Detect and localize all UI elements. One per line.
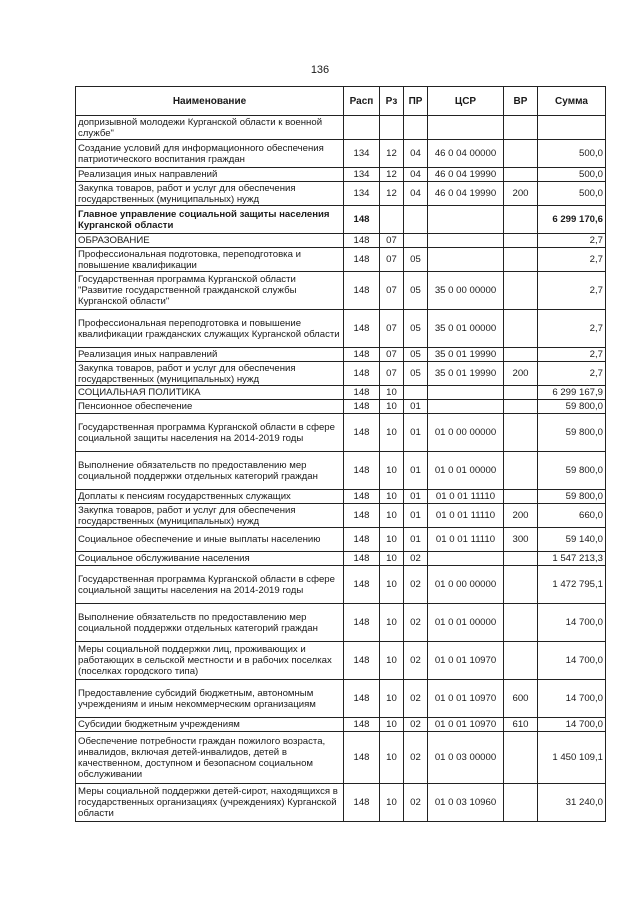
cell-pr: 05 — [404, 310, 428, 348]
cell-name: Профессиональная переподготовка и повышение квалификации гражданских служащих Курганской области — [76, 310, 344, 348]
cell-vr: 200 — [504, 182, 538, 206]
cell-rz: 07 — [380, 310, 404, 348]
table-row — [76, 234, 606, 248]
cell-rz: 10 — [380, 504, 404, 528]
cell-rasp: 148 — [344, 718, 380, 732]
cell-rasp: 148 — [344, 206, 380, 234]
cell-pr — [404, 206, 428, 234]
cell-sum: 1 547 213,3 — [538, 552, 606, 566]
cell-csr — [428, 386, 504, 400]
table-row — [76, 680, 606, 718]
cell-rz — [380, 116, 404, 140]
cell-sum: 31 240,0 — [538, 784, 606, 822]
cell-sum: 14 700,0 — [538, 718, 606, 732]
cell-name: Создание условий для информационного обеспечения патриотического воспитания граждан — [76, 140, 344, 168]
cell-sum: 2,7 — [538, 362, 606, 386]
header-pr: ПР — [404, 87, 428, 116]
cell-rz: 12 — [380, 182, 404, 206]
cell-rz: 10 — [380, 552, 404, 566]
cell-name: Закупка товаров, работ и услуг для обеспечения государственных (муниципальных) нужд — [76, 362, 344, 386]
cell-sum: 500,0 — [538, 140, 606, 168]
cell-csr: 01 0 01 11110 — [428, 490, 504, 504]
cell-name: Государственная программа Курганской области в сфере социальной защиты населения на 2014-2019 годы — [76, 414, 344, 452]
cell-pr: 01 — [404, 452, 428, 490]
cell-sum: 59 800,0 — [538, 414, 606, 452]
cell-rz: 10 — [380, 732, 404, 784]
cell-rasp: 148 — [344, 248, 380, 272]
table-row — [76, 206, 606, 234]
cell-sum: 14 700,0 — [538, 642, 606, 680]
cell-pr: 05 — [404, 272, 428, 310]
cell-sum: 14 700,0 — [538, 604, 606, 642]
cell-name: Государственная программа Курганской области в сфере социальной защиты населения на 2014-2019 годы — [76, 566, 344, 604]
cell-csr — [428, 234, 504, 248]
cell-sum: 1 472 795,1 — [538, 566, 606, 604]
cell-sum: 59 800,0 — [538, 490, 606, 504]
header-rz: Рз — [380, 87, 404, 116]
cell-pr: 05 — [404, 248, 428, 272]
cell-name: Выполнение обязательств по предоставлению мер социальной поддержки отдельных категорий граждан — [76, 452, 344, 490]
table-row — [76, 490, 606, 504]
table-row — [76, 310, 606, 348]
cell-csr: 46 0 04 19990 — [428, 168, 504, 182]
cell-pr: 01 — [404, 528, 428, 552]
cell-name: Профессиональная подготовка, переподготовка и повышение квалификации — [76, 248, 344, 272]
cell-vr — [504, 490, 538, 504]
cell-rz: 10 — [380, 414, 404, 452]
cell-pr: 05 — [404, 362, 428, 386]
cell-name: Социальное обслуживание населения — [76, 552, 344, 566]
cell-vr — [504, 732, 538, 784]
table-row — [76, 732, 606, 784]
table-row — [76, 168, 606, 182]
cell-pr: 02 — [404, 718, 428, 732]
cell-vr — [504, 784, 538, 822]
table-header-row — [76, 87, 606, 116]
cell-sum: 2,7 — [538, 248, 606, 272]
cell-rasp: 148 — [344, 348, 380, 362]
table-row — [76, 784, 606, 822]
cell-csr: 01 0 01 10970 — [428, 642, 504, 680]
cell-vr — [504, 248, 538, 272]
cell-name: Закупка товаров, работ и услуг для обеспечения государственных (муниципальных) нужд — [76, 504, 344, 528]
cell-vr — [504, 234, 538, 248]
cell-csr — [428, 552, 504, 566]
cell-name: Меры социальной поддержки лиц, проживающих и работающих в сельской местности и в рабочих поселках (поселках городского типа) — [76, 642, 344, 680]
cell-name: допризывной молодежи Курганской области к военной службе" — [76, 116, 344, 140]
cell-csr: 01 0 01 00000 — [428, 452, 504, 490]
cell-rasp: 148 — [344, 234, 380, 248]
cell-pr: 04 — [404, 140, 428, 168]
cell-rasp: 148 — [344, 784, 380, 822]
header-csr: ЦСР — [428, 87, 504, 116]
table-row — [76, 414, 606, 452]
cell-name: Доплаты к пенсиям государственных служащих — [76, 490, 344, 504]
cell-pr — [404, 116, 428, 140]
cell-csr: 35 0 00 00000 — [428, 272, 504, 310]
cell-vr — [504, 272, 538, 310]
table-row — [76, 362, 606, 386]
table-row — [76, 604, 606, 642]
cell-pr: 01 — [404, 400, 428, 414]
cell-rz: 07 — [380, 234, 404, 248]
cell-rasp: 148 — [344, 642, 380, 680]
cell-sum: 2,7 — [538, 348, 606, 362]
cell-rasp — [344, 116, 380, 140]
cell-vr — [504, 552, 538, 566]
cell-csr: 46 0 04 00000 — [428, 140, 504, 168]
cell-pr: 02 — [404, 552, 428, 566]
cell-sum: 14 700,0 — [538, 680, 606, 718]
cell-csr: 01 0 01 11110 — [428, 504, 504, 528]
cell-rz: 10 — [380, 452, 404, 490]
cell-rz: 12 — [380, 168, 404, 182]
cell-rz: 10 — [380, 490, 404, 504]
cell-csr: 01 0 00 00000 — [428, 414, 504, 452]
cell-rasp: 148 — [344, 400, 380, 414]
cell-rz: 10 — [380, 680, 404, 718]
cell-vr — [504, 348, 538, 362]
cell-csr: 01 0 01 10970 — [428, 680, 504, 718]
cell-rz: 10 — [380, 642, 404, 680]
table-row — [76, 566, 606, 604]
cell-rasp: 134 — [344, 140, 380, 168]
cell-vr — [504, 642, 538, 680]
cell-rz: 10 — [380, 528, 404, 552]
cell-sum: 660,0 — [538, 504, 606, 528]
cell-rz: 10 — [380, 718, 404, 732]
cell-sum: 2,7 — [538, 272, 606, 310]
cell-rasp: 148 — [344, 362, 380, 386]
cell-rz: 10 — [380, 386, 404, 400]
table-row — [76, 182, 606, 206]
cell-name: Социальное обеспечение и иные выплаты населению — [76, 528, 344, 552]
table-row — [76, 718, 606, 732]
cell-name: Главное управление социальной защиты населения Курганской области — [76, 206, 344, 234]
cell-csr — [428, 400, 504, 414]
cell-vr — [504, 206, 538, 234]
table-row — [76, 528, 606, 552]
cell-rasp: 148 — [344, 452, 380, 490]
cell-csr: 35 0 01 19990 — [428, 362, 504, 386]
cell-vr — [504, 400, 538, 414]
cell-vr — [504, 168, 538, 182]
cell-vr: 200 — [504, 362, 538, 386]
cell-sum: 2,7 — [538, 234, 606, 248]
cell-rasp: 148 — [344, 528, 380, 552]
table-row — [76, 140, 606, 168]
cell-pr: 04 — [404, 168, 428, 182]
cell-sum: 59 800,0 — [538, 452, 606, 490]
cell-rz: 07 — [380, 348, 404, 362]
cell-name: Реализация иных направлений — [76, 168, 344, 182]
table-row — [76, 400, 606, 414]
cell-pr: 01 — [404, 504, 428, 528]
table-row — [76, 552, 606, 566]
table-row — [76, 116, 606, 140]
cell-name: Пенсионное обеспечение — [76, 400, 344, 414]
cell-csr — [428, 116, 504, 140]
cell-name: Предоставление субсидий бюджетным, автономным учреждениям и иным некоммерческим организациям — [76, 680, 344, 718]
cell-rz: 12 — [380, 140, 404, 168]
cell-sum: 59 800,0 — [538, 400, 606, 414]
cell-pr: 02 — [404, 642, 428, 680]
cell-pr — [404, 386, 428, 400]
cell-pr: 04 — [404, 182, 428, 206]
cell-name: Субсидии бюджетным учреждениям — [76, 718, 344, 732]
cell-vr: 200 — [504, 504, 538, 528]
cell-rasp: 134 — [344, 182, 380, 206]
table-row — [76, 504, 606, 528]
cell-csr: 35 0 01 19990 — [428, 348, 504, 362]
header-vr: ВР — [504, 87, 538, 116]
cell-rasp: 148 — [344, 310, 380, 348]
cell-vr — [504, 116, 538, 140]
cell-rasp: 148 — [344, 680, 380, 718]
cell-pr — [404, 234, 428, 248]
page-number: 136 — [310, 64, 330, 76]
cell-pr: 05 — [404, 348, 428, 362]
table-row — [76, 386, 606, 400]
cell-rasp: 148 — [344, 504, 380, 528]
cell-sum: 1 450 109,1 — [538, 732, 606, 784]
table-row — [76, 248, 606, 272]
cell-rasp: 148 — [344, 566, 380, 604]
cell-vr: 610 — [504, 718, 538, 732]
cell-rz: 10 — [380, 604, 404, 642]
cell-csr: 01 0 03 10960 — [428, 784, 504, 822]
table-row — [76, 642, 606, 680]
header-name: Наименование — [76, 87, 344, 116]
cell-rz: 07 — [380, 272, 404, 310]
cell-pr: 01 — [404, 490, 428, 504]
cell-csr: 35 0 01 00000 — [428, 310, 504, 348]
cell-vr — [504, 140, 538, 168]
cell-csr: 01 0 01 11110 — [428, 528, 504, 552]
cell-sum: 6 299 167,9 — [538, 386, 606, 400]
cell-rasp: 148 — [344, 732, 380, 784]
cell-pr: 01 — [404, 414, 428, 452]
cell-vr: 300 — [504, 528, 538, 552]
cell-rasp: 148 — [344, 272, 380, 310]
cell-vr: 600 — [504, 680, 538, 718]
cell-sum: 6 299 170,6 — [538, 206, 606, 234]
header-sum: Сумма — [538, 87, 606, 116]
cell-sum — [538, 116, 606, 140]
cell-rz: 07 — [380, 248, 404, 272]
cell-rz — [380, 206, 404, 234]
cell-vr — [504, 310, 538, 348]
cell-name: ОБРАЗОВАНИЕ — [76, 234, 344, 248]
cell-name: Выполнение обязательств по предоставлению мер социальной поддержки отдельных категорий граждан — [76, 604, 344, 642]
cell-rz: 10 — [380, 400, 404, 414]
cell-csr: 01 0 00 00000 — [428, 566, 504, 604]
cell-name: Обеспечение потребности граждан пожилого возраста, инвалидов, включая детей-инвалидов, детей в качественном, доступном и безопасном социальном обслуживании — [76, 732, 344, 784]
cell-rasp: 134 — [344, 168, 380, 182]
table-row — [76, 452, 606, 490]
cell-rasp: 148 — [344, 490, 380, 504]
table-row — [76, 348, 606, 362]
cell-vr — [504, 414, 538, 452]
cell-rasp: 148 — [344, 552, 380, 566]
cell-sum: 2,7 — [538, 310, 606, 348]
cell-pr: 02 — [404, 566, 428, 604]
table-body — [76, 116, 606, 822]
cell-csr — [428, 206, 504, 234]
header-rasp: Расп — [344, 87, 380, 116]
cell-csr: 01 0 01 00000 — [428, 604, 504, 642]
budget-table — [75, 86, 606, 822]
cell-sum: 59 140,0 — [538, 528, 606, 552]
cell-pr: 02 — [404, 784, 428, 822]
cell-pr: 02 — [404, 604, 428, 642]
cell-rz: 07 — [380, 362, 404, 386]
cell-rasp: 148 — [344, 414, 380, 452]
cell-rasp: 148 — [344, 604, 380, 642]
cell-name: СОЦИАЛЬНАЯ ПОЛИТИКА — [76, 386, 344, 400]
cell-csr: 46 0 04 19990 — [428, 182, 504, 206]
cell-name: Реализация иных направлений — [76, 348, 344, 362]
cell-csr: 01 0 01 10970 — [428, 718, 504, 732]
cell-rz: 10 — [380, 784, 404, 822]
cell-sum: 500,0 — [538, 182, 606, 206]
cell-vr — [504, 604, 538, 642]
cell-vr — [504, 566, 538, 604]
cell-pr: 02 — [404, 732, 428, 784]
cell-name: Государственная программа Курганской области "Развитие государственной гражданской службы Курганской области" — [76, 272, 344, 310]
cell-pr: 02 — [404, 680, 428, 718]
cell-vr — [504, 452, 538, 490]
cell-rasp: 148 — [344, 386, 380, 400]
table-row — [76, 272, 606, 310]
cell-sum: 500,0 — [538, 168, 606, 182]
cell-csr: 01 0 03 00000 — [428, 732, 504, 784]
cell-csr — [428, 248, 504, 272]
cell-name: Закупка товаров, работ и услуг для обеспечения государственных (муниципальных) нужд — [76, 182, 344, 206]
cell-rz: 10 — [380, 566, 404, 604]
cell-name: Меры социальной поддержки детей-сирот, находящихся в государственных организациях (учреждениях) Курганской области — [76, 784, 344, 822]
cell-vr — [504, 386, 538, 400]
